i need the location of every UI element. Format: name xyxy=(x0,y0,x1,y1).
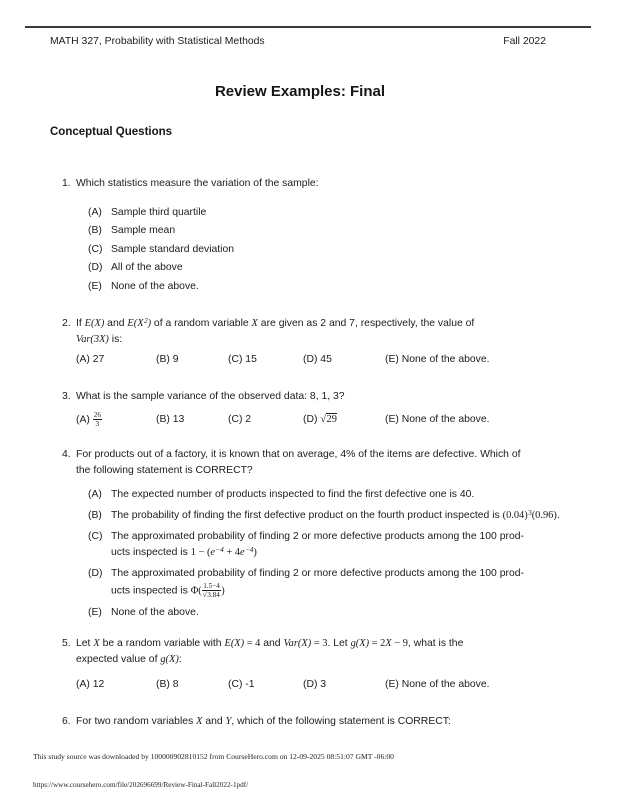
option-a xyxy=(76,487,550,503)
question-body xyxy=(76,176,550,297)
option-label: (E) xyxy=(88,280,102,292)
option-text: The probability of finding the first defective product on the fourth product inspected is $(0.04)^3(0.96)$. xyxy=(111,508,560,521)
option-label: (B) xyxy=(88,510,102,521)
term-label: Fall 2022 xyxy=(503,36,546,47)
option-d xyxy=(76,566,550,600)
option-e: (E) None of the above. xyxy=(385,414,490,426)
page-header xyxy=(50,36,546,47)
question-body xyxy=(76,389,550,429)
option-d xyxy=(76,260,550,276)
option-text: Sample third quartile xyxy=(111,207,207,218)
question-1 xyxy=(50,176,550,297)
option-label: (D) xyxy=(88,568,103,579)
question-5 xyxy=(50,636,550,693)
option-label: (D) xyxy=(88,262,103,274)
option-a: (A) 27 xyxy=(76,354,105,365)
options-list xyxy=(76,487,560,621)
option-label: (A) xyxy=(88,207,102,218)
option-text: None of the above. xyxy=(111,606,199,618)
question-number: 6. xyxy=(62,716,71,727)
question-body xyxy=(76,714,550,730)
source-url-link[interactable]: https://www.coursehero.com/file/202696699/Review-Final-Fall2022-1pdf/ xyxy=(33,781,249,789)
option-e: (E) None of the above. xyxy=(385,679,490,690)
options-list xyxy=(76,205,550,295)
question-6 xyxy=(50,714,550,730)
option-d: (D) 3 xyxy=(303,679,327,690)
question-text: Let X be a random variable with E(X) = 4 and Var(X) = 3. Let g(X) = 2X − 9, what is the expected value of g(X): xyxy=(76,638,464,665)
option-d: (D) 45 xyxy=(303,354,332,365)
option-b xyxy=(76,508,560,524)
question-text: For two random variables X and Y, which of the following statement is CORRECT: xyxy=(76,716,451,727)
option-c: (C) 2 xyxy=(228,414,252,426)
option-a: (A) $\frac{26}{3}$ xyxy=(76,411,101,429)
page-title: Review Examples: Final xyxy=(214,83,386,100)
question-text: For products out of a factory, it is known that on average, 4% of the items are defective. Which of the following statement is CORRECT? xyxy=(76,449,521,476)
option-d: (D) √29 xyxy=(303,414,337,426)
option-text: The expected number of products inspected to find the first defective one is 40. xyxy=(111,489,475,500)
option-c: (C) 15 xyxy=(228,354,257,365)
question-number: 4. xyxy=(62,449,71,460)
section-heading: Conceptual Questions xyxy=(50,126,173,138)
option-b: (B) 13 xyxy=(156,414,185,426)
option-label: (C) xyxy=(88,531,103,542)
question-text: What is the sample variance of the observed data: 8, 1, 3? xyxy=(76,391,345,402)
option-e xyxy=(76,279,550,295)
question-body xyxy=(76,447,560,626)
question-number: 2. xyxy=(62,318,71,329)
option-text: None of the above. xyxy=(111,280,199,292)
options-row xyxy=(76,352,550,368)
question-text: If E(X) and $E(X^2)$ of a random variable X are given as 2 and 7, respectively, the value of Var(3X) is: xyxy=(76,316,475,345)
question-2 xyxy=(50,316,550,368)
option-e xyxy=(76,605,550,621)
option-e: (E) None of the above. xyxy=(385,354,490,365)
question-4 xyxy=(50,447,560,626)
option-b: (B) 8 xyxy=(156,679,179,690)
question-number: 3. xyxy=(62,391,71,402)
options-row xyxy=(76,677,550,693)
question-text: Which statistics measure the variation of the sample: xyxy=(76,178,319,189)
question-number: 1. xyxy=(62,178,71,189)
option-label: (B) xyxy=(88,225,102,237)
download-attribution: This study source was downloaded by 100000902810152 from CourseHero.com on 12-09-2025 08:51:07 GMT -06:00 xyxy=(33,752,394,761)
option-text: The approximated probability of finding 2 or more defective products among the 100 prod- ucts inspected is $1 - (e^{-4} + 4e^{-4})$ xyxy=(111,531,524,558)
question-3 xyxy=(50,389,550,429)
option-c xyxy=(76,242,550,258)
option-text: The approximated probability of finding 2 or more defective products among the 100 prod- ucts inspected is Φ( $\frac{1.5-4}{√3.84}$ ) xyxy=(111,568,524,600)
option-text: Sample mean xyxy=(111,225,176,237)
question-body xyxy=(76,636,550,693)
option-label: (E) xyxy=(88,606,102,618)
question-body xyxy=(76,316,550,368)
options-row xyxy=(76,411,550,429)
header-rule xyxy=(25,26,591,28)
option-a xyxy=(76,205,550,221)
option-text: All of the above xyxy=(111,262,183,274)
option-b xyxy=(76,223,550,239)
option-a: (A) 12 xyxy=(76,679,105,690)
option-label: (C) xyxy=(88,243,103,255)
option-c: (C) -1 xyxy=(228,679,255,690)
question-number: 5. xyxy=(62,638,71,649)
option-c xyxy=(76,529,550,561)
course-title: MATH 327, Probability with Statistical Methods xyxy=(50,36,265,47)
option-label: (A) xyxy=(88,489,102,500)
option-b: (B) 9 xyxy=(156,354,179,365)
option-text: Sample standard deviation xyxy=(111,243,235,255)
